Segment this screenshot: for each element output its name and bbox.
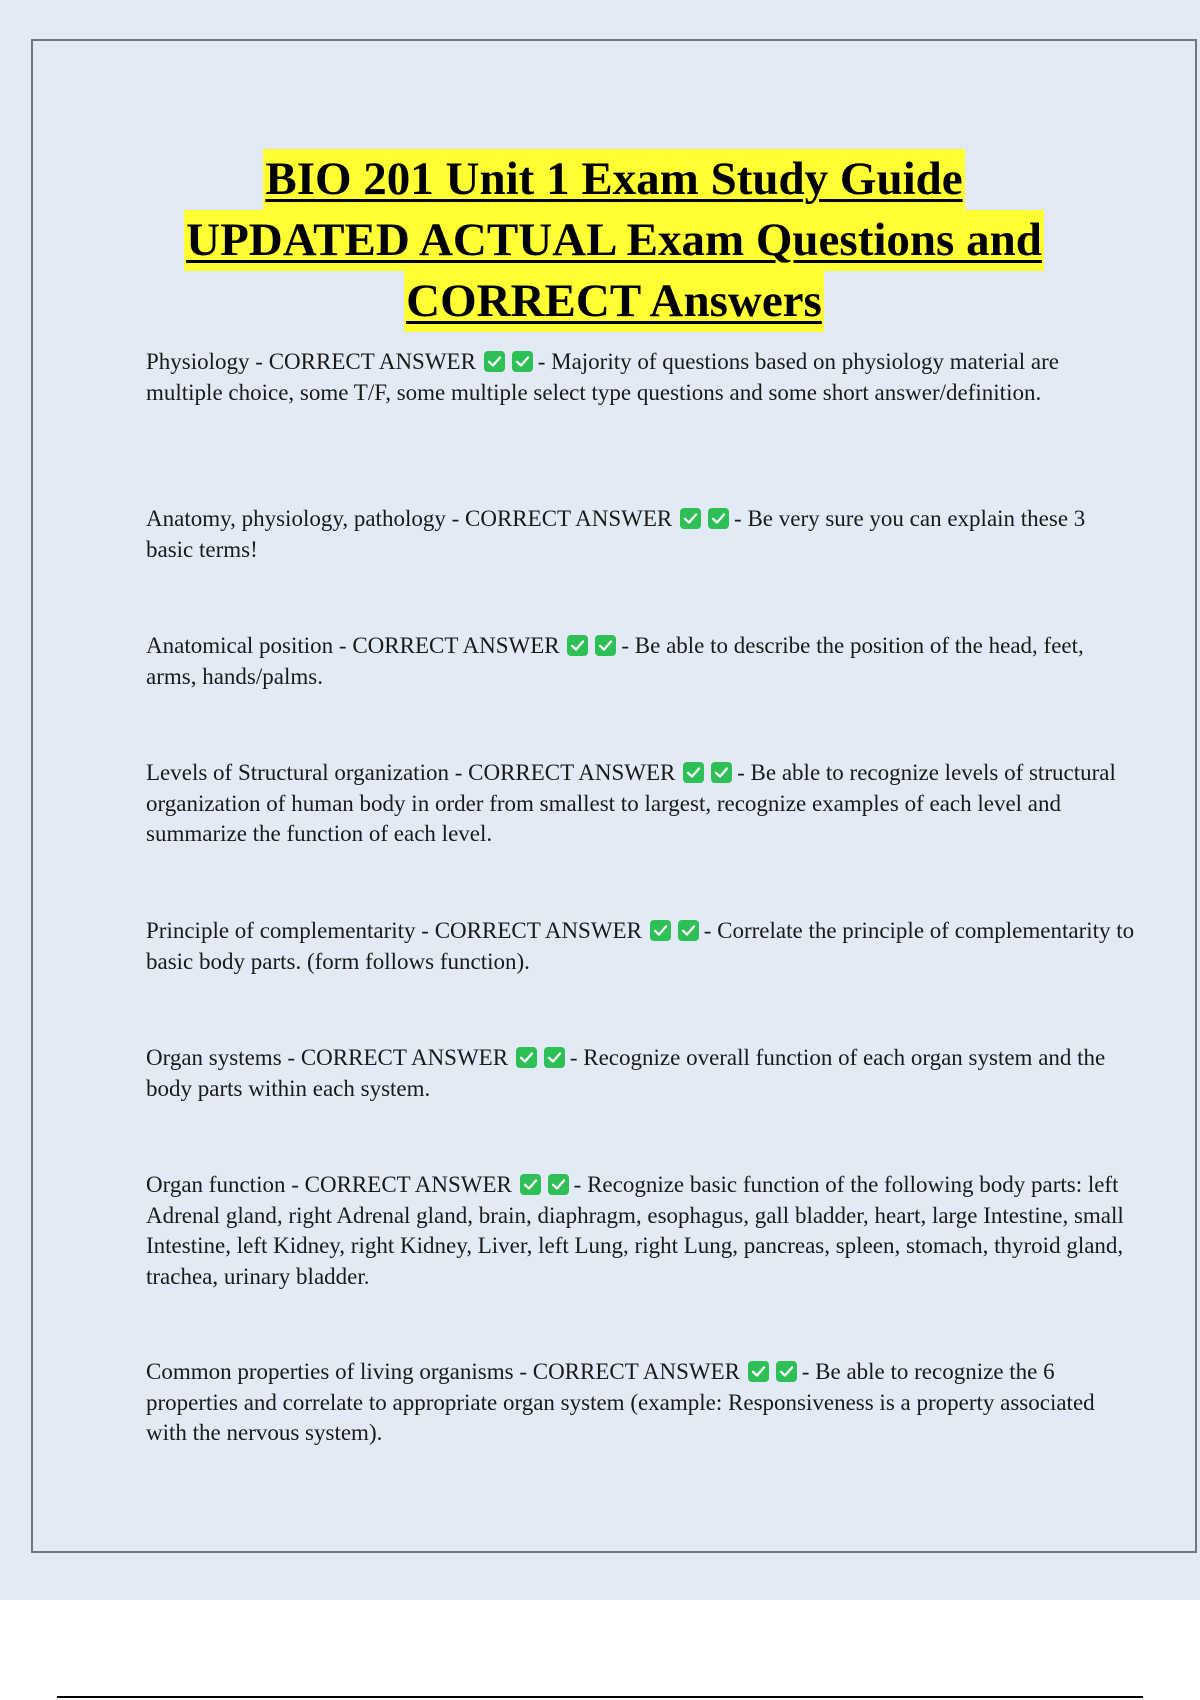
answer-label: CORRECT ANSWER (532, 1359, 740, 1384)
check-mark-icon (678, 920, 699, 941)
title-line-3: CORRECT Answers (404, 271, 824, 332)
title-line-1: BIO 201 Unit 1 Exam Study Guide (263, 149, 964, 210)
check-mark-icon (548, 1174, 569, 1195)
qa-item: Common properties of living organisms - CORRECT ANSWER - Be able to recognize the 6 properties and correlate to appropriate organ system (example: Responsiveness is a property associated with the nervous system). (146, 1359, 1095, 1445)
qa-answer: Majority of questions based on physiology material are multiple choice, some T/F, some multiple select type questions and some short answer/definition. (146, 349, 1059, 405)
check-mark-icon (683, 762, 704, 783)
qa-item: Principle of complementarity - CORRECT ANSWER - Correlate the principle of complementarity to basic body parts. (form follows function). (146, 918, 1135, 974)
check-mark-icon (711, 762, 732, 783)
check-mark-icon (512, 351, 533, 372)
check-mark-icon (708, 508, 729, 529)
qa-term: Anatomy, physiology, pathology (146, 506, 446, 531)
title-line-2: UPDATED ACTUAL Exam Questions and (184, 210, 1044, 271)
check-mark-icon (776, 1361, 797, 1382)
qa-answer: Be very sure you can explain these 3 basic terms! (146, 506, 1086, 562)
check-mark-icon (520, 1174, 541, 1195)
qa-term: Organ function (146, 1172, 286, 1197)
qa-answer: Recognize basic function of the following body parts: left Adrenal gland, right Adrenal gland, brain, diaphragm, esophagus, gall bladder, heart, large Intestine, small Intestine, left Kidney, right Kidney, Liver, left Lung, right Lung, pancreas, spleen, stomach, thyroid gland, trachea, urinary bladder. (146, 1172, 1124, 1289)
answer-label: CORRECT ANSWER (300, 1045, 509, 1070)
qa-item: Organ systems - CORRECT ANSWER - Recognize overall function of each organ system and the body parts within each system. (146, 1045, 1106, 1101)
qa-item: Physiology - CORRECT ANSWER - Majority of questions based on physiology material are multiple choice, some T/F, some multiple select type questions and some short answer/definition. (146, 349, 1059, 405)
qa-answer: Be able to describe the position of the head, feet, arms, hands/palms. (146, 633, 1084, 689)
qa-term: Common properties of living organisms (146, 1359, 514, 1384)
check-mark-icon (484, 351, 505, 372)
qa-answer: Correlate the principle of complementarity to basic body parts. (form follows function). (146, 918, 1135, 974)
answer-label: CORRECT ANSWER (304, 1172, 512, 1197)
qa-item: Organ function - CORRECT ANSWER - Recognize basic function of the following body parts: left Adrenal gland, right Adrenal gland, brain, diaphragm, esophagus, gall bladder, heart, large Intestine, small Intestine, left Kidney, right Kidney, Liver, left Lung, right Lung, pancreas, spleen, stomach, thyroid gland, trachea, urinary bladder. (146, 1172, 1124, 1289)
qa-term: Anatomical position (146, 633, 334, 658)
answer-label: CORRECT ANSWER (468, 760, 676, 785)
qa-term: Levels of Structural organization (146, 760, 449, 785)
qa-item: Anatomical position - CORRECT ANSWER - Be able to describe the position of the head, feet, arms, hands/palms. (146, 633, 1084, 689)
qa-answer: Be able to recognize levels of structural organization of human body in order from smallest to largest, recognize examples of each level and summarize the function of each level. (146, 760, 1116, 846)
document-title (33, 149, 1195, 332)
check-mark-icon (516, 1047, 537, 1068)
check-mark-icon (748, 1361, 769, 1382)
qa-item: Levels of Structural organization - CORRECT ANSWER - Be able to recognize levels of structural organization of human body in order from smallest to largest, recognize examples of each level and summarize the function of each level. (146, 760, 1116, 846)
answer-label: CORRECT ANSWER (465, 506, 673, 531)
check-mark-icon (544, 1047, 565, 1068)
answer-label: CORRECT ANSWER (434, 918, 642, 943)
check-mark-icon (595, 635, 616, 656)
qa-item: Anatomy, physiology, pathology - CORRECT ANSWER - Be very sure you can explain these 3 basic terms! (146, 506, 1086, 562)
answer-label: CORRECT ANSWER (268, 349, 476, 374)
check-mark-icon (650, 920, 671, 941)
document-page (31, 39, 1197, 1553)
qa-term: Physiology (146, 349, 250, 374)
qa-term: Principle of complementarity (146, 918, 416, 943)
next-page-rule (57, 1696, 1143, 1698)
qa-answer: Recognize overall function of each organ system and the body parts within each system. (146, 1045, 1106, 1101)
qa-answer: Be able to recognize the 6 properties and correlate to appropriate organ system (example: Responsiveness is a property associated with the nervous system). (146, 1359, 1095, 1445)
check-mark-icon (680, 508, 701, 529)
answer-label: CORRECT ANSWER (352, 633, 560, 658)
check-mark-icon (567, 635, 588, 656)
qa-term: Organ systems (146, 1045, 282, 1070)
